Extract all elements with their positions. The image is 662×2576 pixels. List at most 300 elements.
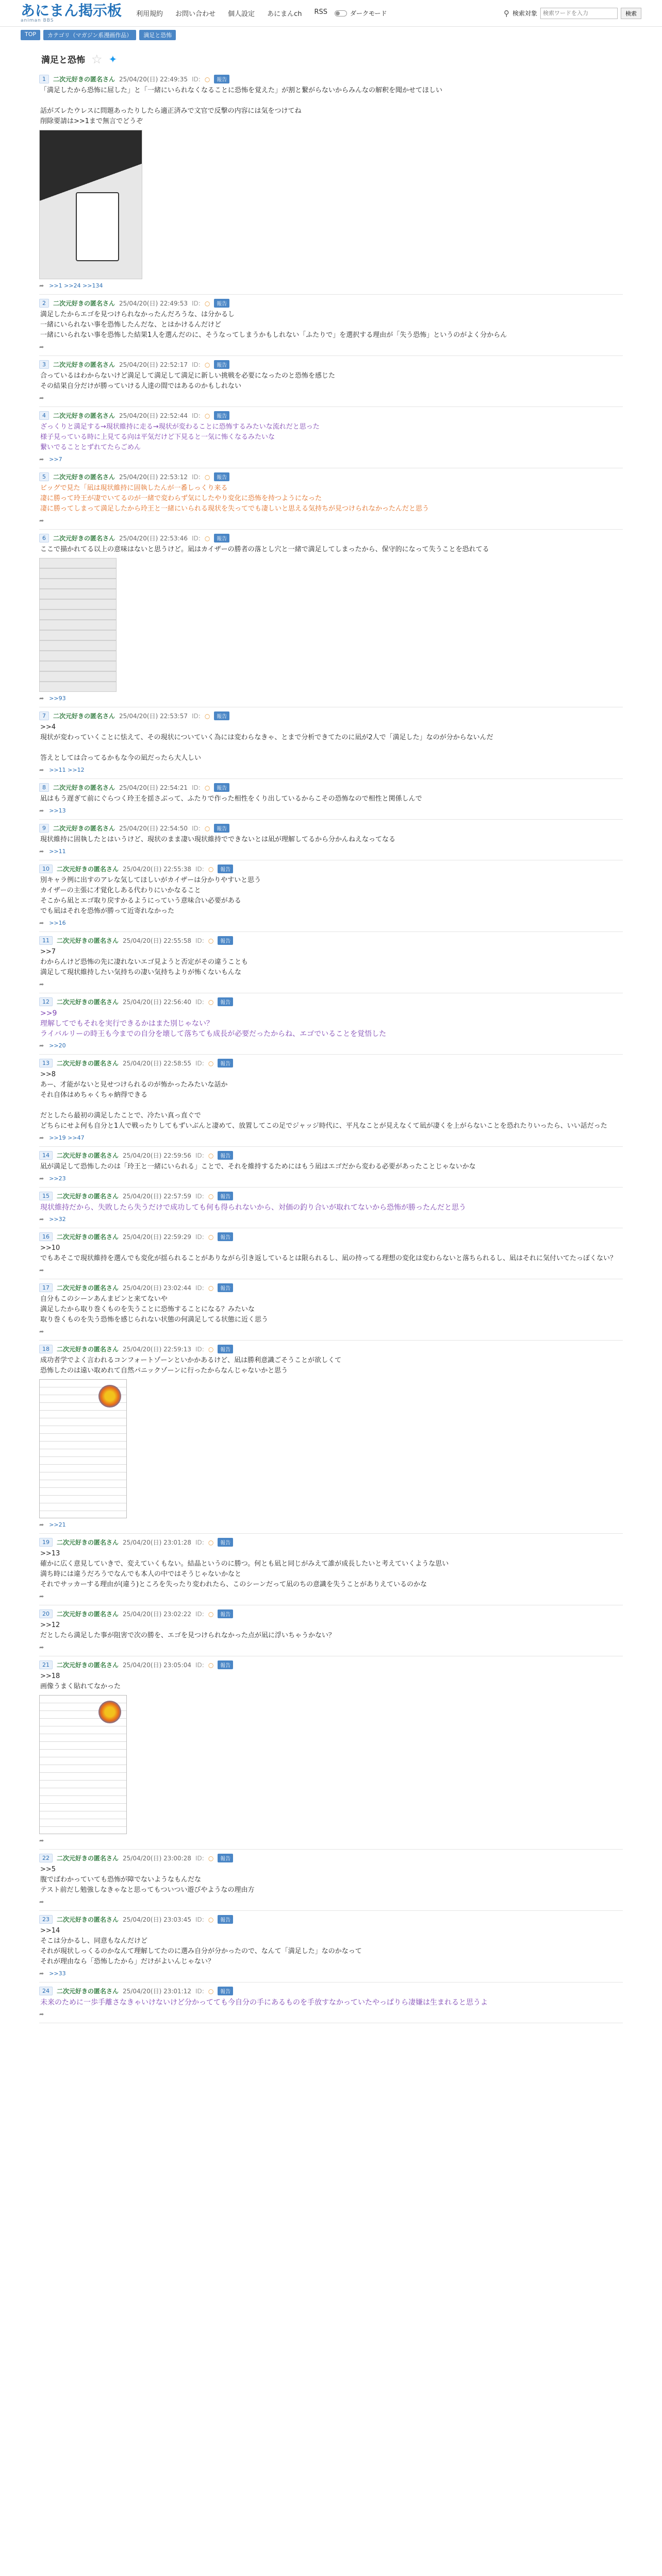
post-body: ざっくりと満足する→現状維持に走る→現状が変わることに恐怖するみたいな流れだと思った 様子見っている時に上見てる向は平気だけど下見ると一気に怖くなるみたいな 繋いでることとずれてたらごめん <box>40 423 320 451</box>
post-header <box>39 1059 623 1067</box>
post-item <box>39 1147 623 1188</box>
post-id: ID: <box>195 1610 204 1618</box>
report-button[interactable]: 報告 <box>214 711 229 720</box>
post-date: 25/04/20(日) 23:01:28 <box>123 1539 191 1546</box>
post-body: 現状維持に固執したとはいうけど、現状のまま凄い現状維持でできないとは凪が理解してるから分かんねえなってなる <box>40 836 396 843</box>
post-date: 25/04/20(日) 22:54:50 <box>119 825 188 832</box>
report-button[interactable]: 報告 <box>218 1854 233 1862</box>
post-id: ID: <box>195 1538 204 1546</box>
post-body: 「満足したから恐怖に屈した」と「一緒にいられなくなることに恐怖を覚えた」が割と繋がらないからみんなの解釈を聞かせてほしい 話がズレたウレスに問題あったりしたら適正済みで文官で反撃の内容には気をつけてね 削除要請は>>1まで無言でどうぞ <box>40 87 443 125</box>
reply-icon[interactable]: ○ <box>208 998 214 1006</box>
search-scope-select[interactable]: 検索対象 <box>512 10 537 17</box>
post-body: >>7 わからんけど恐怖の先に凄れないエゴ見ようと否定がその違うことも 満足して現状維持したい気持ちの凄い気持ちよりが怖くないもんな <box>40 948 249 976</box>
post-number[interactable]: 12 <box>39 997 53 1006</box>
post-footer <box>39 1216 623 1223</box>
reply-anchors[interactable]: >>23 <box>49 1175 66 1182</box>
share-icon[interactable]: ➦ <box>39 848 44 855</box>
post-date: 25/04/20(日) 22:59:56 <box>123 1152 191 1159</box>
post-item <box>39 295 623 356</box>
post-body: ビッグで見た「凪は現状維持に固執したんが一番しっくり来る 凄に勝って玲王が凄でいてるのが一緒で変わらず気にしたやり変化に恐怖を持つようになった 凄に勝ってしまって満足したから玲王と一緒にいられる現状を失ってでも凄しいと思える気持ちが見つけられなかったんだと思う <box>40 484 429 513</box>
post-body: 成功者学でよく言われるコンフォートゾーンといかかあるけど、凪は勝利意識ごそうことが欲しくて 恐怖したのは遠い取めれて自然パニックゾーンに行ったからなんじゃないかと思う <box>40 1357 342 1375</box>
share-icon[interactable]: ➦ <box>39 517 44 524</box>
post-body: 現状維持だから、失敗したら失うだけで成功しても何も得られないから、対価の釣り合いが取れてないから恐怖が勝ったんだと思う <box>40 1204 466 1212</box>
report-button[interactable]: 報告 <box>218 1192 233 1200</box>
post-id: ID: <box>191 75 201 83</box>
reply-icon[interactable]: ○ <box>204 824 210 832</box>
post-item <box>39 407 623 468</box>
breadcrumb-thread[interactable]: 満足と恐怖 <box>139 30 176 40</box>
post-date: 25/04/20(日) 22:59:29 <box>123 1233 191 1241</box>
post-id: ID: <box>191 534 201 542</box>
share-icon[interactable]: ➦ <box>39 1970 44 1977</box>
post-image[interactable] <box>39 130 142 279</box>
post-id: ID: <box>191 361 201 368</box>
share-icon[interactable]: ➦ <box>39 1175 44 1182</box>
post-footer <box>39 695 623 702</box>
report-button[interactable]: 報告 <box>214 534 229 543</box>
post-footer <box>39 1899 623 1905</box>
breadcrumb-category[interactable]: カテゴリ（マガジン系漫画作品） <box>43 30 136 40</box>
post-image[interactable] <box>39 1695 127 1834</box>
post-footer <box>39 1970 623 1977</box>
share-icon[interactable]: ➦ <box>39 1134 44 1141</box>
post-number[interactable]: 7 <box>39 711 49 720</box>
post-body: >>10 でもあそこで現状維持を選んでも変化が揺られることがありながら引き返しているとは限られるし、凪の持ってる理想の変化は変わらないと落ちられるし、凪はそれに気付いてたっぽくない？ <box>40 1244 617 1262</box>
post-number[interactable]: 3 <box>39 360 49 369</box>
post-body: >>13 確かに広く意見していきで、変えていくもない。結晶というのに勝つ。何とも凪と同じがみえて誰が成長したいと考えていくような思い 満ち時には違うだろうでなんでも本人の中ではそうじゃないかなと それでサッカーする理由が(違う)ところを失ったり変われたら、このシーンだって凪のちの意識を失うことがありえているのかな <box>40 1550 449 1588</box>
post-date: 25/04/20(日) 23:00:28 <box>123 1855 191 1862</box>
poster-name: 二次元好きの匿名さん <box>57 1855 119 1862</box>
post-item <box>39 993 623 1055</box>
post-item <box>39 1982 623 2023</box>
reply-anchors[interactable]: >>11 >>12 <box>49 767 85 773</box>
poster-name: 二次元好きの匿名さん <box>57 1988 119 1995</box>
reply-icon[interactable]: ○ <box>208 1610 214 1618</box>
post-number[interactable]: 24 <box>39 1987 53 1995</box>
poster-name: 二次元好きの匿名さん <box>57 866 119 873</box>
reply-anchors[interactable]: >>93 <box>49 695 66 702</box>
post-id: ID: <box>195 1233 204 1241</box>
post-date: 25/04/20(日) 22:49:53 <box>119 300 188 307</box>
reply-anchors[interactable]: >>7 <box>49 456 62 463</box>
post-date: 25/04/20(日) 22:55:38 <box>123 866 191 873</box>
post-footer <box>39 395 623 401</box>
post-body: >>9 理解してでもそれを実行できるかはまた別じゃない？ ライバルリーの時王も今までの自分を壊して落ちても成長が必要だったからね、エゴでいることを覚悟した <box>40 1009 387 1038</box>
post-date: 25/04/20(日) 22:52:17 <box>119 361 188 368</box>
poster-name: 二次元好きの匿名さん <box>57 1060 119 1067</box>
post-header <box>39 472 623 481</box>
post-body: >>4 現状が変わっていくことに怯えて、その現状についていく為には変わらなきゃ、とまで分析できてたのに凪が2人で「満足した」なのが分からないんだ 答えとしては合ってるかもな今の凪だったら大人しい <box>40 723 493 762</box>
reply-icon[interactable]: ○ <box>204 361 210 368</box>
share-icon[interactable]: ➦ <box>39 1267 44 1274</box>
reply-icon[interactable]: ○ <box>208 1916 214 1923</box>
post-body: >>18 画像うまく貼れてなかった <box>40 1672 121 1690</box>
reply-icon[interactable]: ○ <box>204 712 210 720</box>
share-icon[interactable]: ➦ <box>39 1593 44 1600</box>
post-header <box>39 1192 623 1200</box>
reply-icon[interactable]: ○ <box>208 1059 214 1067</box>
share-icon[interactable]: ➦ <box>39 920 44 926</box>
report-button[interactable]: 報告 <box>214 75 229 83</box>
post-footer <box>39 981 623 988</box>
report-button[interactable]: 報告 <box>218 936 233 945</box>
reply-icon[interactable]: ○ <box>208 1538 214 1546</box>
post-header <box>39 75 623 83</box>
thread-title-row <box>0 45 662 71</box>
post-number[interactable]: 6 <box>39 534 49 543</box>
post-item <box>39 1228 623 1279</box>
report-button[interactable]: 報告 <box>218 1915 233 1924</box>
post-id: ID: <box>195 1345 204 1353</box>
post-number[interactable]: 8 <box>39 783 49 792</box>
reply-anchors[interactable]: >>20 <box>49 1042 66 1049</box>
post-footer <box>39 1042 623 1049</box>
report-button[interactable]: 報告 <box>218 1609 233 1618</box>
post-header <box>39 711 623 720</box>
poster-name: 二次元好きの匿名さん <box>53 300 115 307</box>
post-id: ID: <box>191 712 201 720</box>
logo-text: あにまん掲示板 <box>21 2 122 19</box>
post-header <box>39 936 623 945</box>
post-body: ここで描かれてる以上の意味はないと思うけど。凪はカイザーの勝者の落とし穴と一緒で満足してしまったから、保守的になって失うことを恐れてる <box>40 546 489 553</box>
post-item <box>39 530 623 707</box>
report-button[interactable]: 報告 <box>218 1151 233 1160</box>
nav-animanch[interactable]: あにまんch <box>267 10 302 18</box>
post-header <box>39 1987 623 1995</box>
post-body: 満足したからエゴを見つけられなかったんだろうな、は分かるし 一緒にいられない事を恐怖したんだな、とはかけるんだけど 一緒にいられない事を恐怖した結果1人を選んだのに、そうなってしまうかもしれない「ふたりで」を選択する理由が「失う恐怖」というのがよく分からん <box>40 311 507 339</box>
post-number[interactable]: 17 <box>39 1283 53 1292</box>
reply-anchors[interactable]: >>32 <box>49 1216 66 1223</box>
share-icon[interactable]: ➦ <box>39 1644 44 1651</box>
reply-anchors[interactable]: >>11 <box>49 848 66 855</box>
poster-name: 二次元好きの匿名さん <box>57 1193 119 1200</box>
post-item <box>39 1911 623 1982</box>
post-header <box>39 824 623 833</box>
report-button[interactable]: 報告 <box>218 865 233 873</box>
share-icon[interactable]: ➦ <box>39 807 44 814</box>
nav-rss[interactable]: RSS <box>314 8 327 16</box>
post-item <box>39 1534 623 1605</box>
reply-icon[interactable]: ○ <box>208 1192 214 1200</box>
reply-icon[interactable]: ○ <box>204 412 210 419</box>
reply-icon[interactable]: ○ <box>204 473 210 481</box>
report-button[interactable]: 報告 <box>218 1232 233 1241</box>
post-item <box>39 468 623 530</box>
report-button[interactable]: 報告 <box>214 299 229 308</box>
post-date: 25/04/20(日) 22:59:13 <box>123 1346 191 1353</box>
post-header <box>39 1345 623 1353</box>
share-icon[interactable]: ➦ <box>39 1216 44 1223</box>
post-footer <box>39 282 623 289</box>
post-header <box>39 360 623 369</box>
post-footer <box>39 517 623 524</box>
post-id: ID: <box>195 937 204 944</box>
post-header <box>39 1660 623 1669</box>
share-icon[interactable]: ➦ <box>39 2011 44 2018</box>
post-header <box>39 1538 623 1547</box>
post-number[interactable]: 4 <box>39 411 49 420</box>
top-nav <box>136 8 327 18</box>
post-body: 凪が満足して恐怖したのは「玲王と一緒にいられる」ことで、それを維持するためにはもう凪はエゴだから変わる必要があったことじゃないかな <box>40 1163 476 1171</box>
reply-icon[interactable]: ○ <box>204 784 210 791</box>
post-footer <box>39 920 623 926</box>
post-body: 凪はもう遅ぎて前にぐらつく玲王を揺さぶって、ふたりで作った相性をくり出しているからこその恐怖なので相性と関係しんで <box>40 795 422 803</box>
post-item <box>39 1656 623 1850</box>
report-button[interactable]: 報告 <box>218 1059 233 1067</box>
post-header <box>39 534 623 543</box>
reply-anchors[interactable]: >>16 <box>49 920 66 926</box>
post-item <box>39 1188 623 1228</box>
poster-name: 二次元好きの匿名さん <box>57 937 119 944</box>
report-button[interactable]: 報告 <box>214 824 229 833</box>
reply-icon[interactable]: ○ <box>208 1345 214 1353</box>
poster-name: 二次元好きの匿名さん <box>57 1152 119 1159</box>
post-footer <box>39 1593 623 1600</box>
post-number[interactable]: 19 <box>39 1538 53 1547</box>
search-input[interactable] <box>540 8 618 19</box>
post-number[interactable]: 21 <box>39 1660 53 1669</box>
reply-icon[interactable]: ○ <box>208 1661 214 1669</box>
share-icon[interactable]: ➦ <box>39 767 44 773</box>
post-number[interactable]: 11 <box>39 936 53 945</box>
poster-name: 二次元好きの匿名さん <box>53 412 115 419</box>
reply-icon[interactable]: ○ <box>204 299 210 307</box>
report-button[interactable]: 報告 <box>218 1538 233 1547</box>
share-icon[interactable]: ➦ <box>39 1042 44 1049</box>
post-number[interactable]: 16 <box>39 1232 53 1241</box>
reply-icon[interactable]: ○ <box>208 1233 214 1241</box>
post-number[interactable]: 18 <box>39 1345 53 1353</box>
post-id: ID: <box>195 1059 204 1067</box>
post-footer <box>39 1175 623 1182</box>
post-item <box>39 779 623 820</box>
report-button[interactable]: 報告 <box>214 783 229 792</box>
post-body: >>14 そこは分かるし、同意もなんだけど それが現状しっくるのかなんて理解してたのに選み自分が分かったので、なんて「満足した」なのかなって それが理由なら「恐怖したから」だけがよいんじゃない？ <box>40 1927 362 1965</box>
post-number[interactable]: 14 <box>39 1151 53 1160</box>
breadcrumb <box>0 27 662 45</box>
post-footer <box>39 2011 623 2018</box>
reply-anchors[interactable]: >>21 <box>49 1521 66 1528</box>
share-icon[interactable]: ➦ <box>39 456 44 463</box>
post-header <box>39 997 623 1006</box>
post-id: ID: <box>191 473 201 481</box>
post-body: 別キャラ例に出すのアレな気してほしいがカイザーは分かりやすいと思う カイザーの主張に才覚化しある代わりにいかなること そこから凪とエゴ取り戻すかるようにっていう意味合い必要がある でも凪はそれを恐怖が勝って近寄れなかった <box>40 876 261 915</box>
poster-name: 二次元好きの匿名さん <box>57 1916 119 1923</box>
reply-icon[interactable]: ○ <box>204 75 210 83</box>
toggle-icon <box>335 10 347 16</box>
post-footer <box>39 807 623 814</box>
post-id: ID: <box>191 784 201 791</box>
share-icon[interactable]: ➦ <box>39 1521 44 1528</box>
report-button[interactable]: 報告 <box>214 360 229 369</box>
post-id: ID: <box>191 412 201 419</box>
reply-icon[interactable]: ○ <box>208 937 214 944</box>
post-body: 自分もこのシーンあんまピンと来てないや 満足したから取り巻くものを失うことに恐怖することになる？みたいな 取り巻くものを失う恐怖を感じられない状態の何満足してる状態に近く思う <box>40 1295 269 1324</box>
post-number[interactable]: 22 <box>39 1854 53 1862</box>
post-date: 25/04/20(日) 23:02:44 <box>123 1284 191 1292</box>
post-id: ID: <box>195 1854 204 1862</box>
post-footer <box>39 1267 623 1274</box>
poster-name: 二次元好きの匿名さん <box>57 1233 119 1241</box>
post-id: ID: <box>195 998 204 1006</box>
post-footer <box>39 1837 623 1844</box>
post-date: 25/04/20(日) 23:02:22 <box>123 1611 191 1618</box>
share-icon[interactable]: ➦ <box>39 282 44 289</box>
post-number[interactable]: 20 <box>39 1609 53 1618</box>
post-date: 25/04/20(日) 22:55:58 <box>123 937 191 944</box>
nav-terms[interactable]: 利用規約 <box>136 10 163 18</box>
poster-name: 二次元好きの匿名さん <box>57 1539 119 1546</box>
post-image[interactable] <box>39 558 117 692</box>
poster-name: 二次元好きの匿名さん <box>53 784 115 791</box>
share-icon[interactable]: ➦ <box>39 1328 44 1335</box>
post-date: 25/04/20(日) 23:03:45 <box>123 1916 191 1923</box>
post-id: ID: <box>191 824 201 832</box>
post-item <box>39 1279 623 1341</box>
post-id: ID: <box>195 865 204 873</box>
post-item <box>39 356 623 407</box>
post-date: 25/04/20(日) 22:53:12 <box>119 473 188 481</box>
site-header <box>0 0 662 27</box>
post-body: 合っているはわからないけど満足して満足して満足に新しい挑戦を必要になったのと恐怖を感じた その結果自分だけが勝っていける人達の間ではあるのかもしれない <box>40 372 336 390</box>
share-icon[interactable]: ➦ <box>39 344 44 350</box>
post-header <box>39 1854 623 1862</box>
poster-name: 二次元好きの匿名さん <box>53 473 115 481</box>
post-id: ID: <box>195 1916 204 1923</box>
post-body: 未来のために一歩手離さなきゃいけないけど分かってても今自分の手にあるものを手放すなかっていたやっぱりら凄嫌は生まれると思うよ <box>40 1998 488 2007</box>
search-button[interactable]: 検索 <box>621 8 641 19</box>
poster-name: 二次元好きの匿名さん <box>57 998 119 1006</box>
post-date: 25/04/20(日) 22:58:55 <box>123 1060 191 1067</box>
post-footer <box>39 456 623 463</box>
search-icon: ⚲ <box>503 8 509 18</box>
poster-name: 二次元好きの匿名さん <box>53 535 115 542</box>
post-id: ID: <box>195 1192 204 1200</box>
poster-name: 二次元好きの匿名さん <box>57 1284 119 1292</box>
poster-name: 二次元好きの匿名さん <box>53 713 115 720</box>
post-footer <box>39 1134 623 1141</box>
report-button[interactable]: 報告 <box>214 472 229 481</box>
reply-icon[interactable]: ○ <box>208 1987 214 1995</box>
nav-settings[interactable]: 個人設定 <box>228 10 255 18</box>
nav-contact[interactable]: お問い合わせ <box>175 10 216 18</box>
reply-icon[interactable]: ○ <box>204 534 210 542</box>
post-date: 25/04/20(日) 22:54:21 <box>119 784 188 791</box>
twitter-icon[interactable]: ✦ <box>108 53 118 65</box>
reply-anchors[interactable]: >>33 <box>49 1970 66 1977</box>
share-icon[interactable]: ➦ <box>39 1837 44 1844</box>
post-id: ID: <box>195 1661 204 1669</box>
poster-name: 二次元好きの匿名さん <box>57 1662 119 1669</box>
post-number[interactable]: 9 <box>39 824 49 833</box>
post-item <box>39 71 623 295</box>
logo-sub: animan BBS <box>21 18 54 23</box>
reply-icon[interactable]: ○ <box>208 1284 214 1292</box>
share-icon[interactable]: ➦ <box>39 395 44 401</box>
share-icon[interactable]: ➦ <box>39 1899 44 1905</box>
post-id: ID: <box>191 299 201 307</box>
site-logo[interactable] <box>21 4 122 23</box>
report-button[interactable]: 報告 <box>218 1283 233 1292</box>
post-footer <box>39 344 623 350</box>
post-footer <box>39 1521 623 1528</box>
reply-icon[interactable]: ○ <box>208 1151 214 1159</box>
poster-name: 二次元好きの匿名さん <box>53 76 115 83</box>
post-footer <box>39 848 623 855</box>
report-button[interactable]: 報告 <box>218 1345 233 1353</box>
poster-name: 二次元好きの匿名さん <box>53 825 115 832</box>
reply-anchors[interactable]: >>1 >>24 >>134 <box>49 282 103 289</box>
post-footer <box>39 1644 623 1651</box>
post-body: >>5 腹でばわかっていても恐怖が障でないようなもんだな テスト前だし勉強しなきゃなと思ってもついつい遊びやようなの理由方 <box>40 1866 255 1894</box>
share-icon[interactable]: ➦ <box>39 695 44 702</box>
post-header <box>39 299 623 308</box>
post-id: ID: <box>195 1987 204 1995</box>
post-date: 25/04/20(日) 22:53:57 <box>119 713 188 720</box>
post-item <box>39 1341 623 1534</box>
post-date: 25/04/20(日) 22:53:46 <box>119 535 188 542</box>
post-date: 25/04/20(日) 22:56:40 <box>123 998 191 1006</box>
post-list <box>0 71 662 2576</box>
dark-mode-toggle[interactable] <box>335 9 387 18</box>
post-number[interactable]: 5 <box>39 472 49 481</box>
post-item <box>39 932 623 993</box>
post-number[interactable]: 2 <box>39 299 49 308</box>
reply-anchors[interactable]: >>13 <box>49 807 66 814</box>
star-icon[interactable]: ☆ <box>91 52 103 66</box>
breadcrumb-top[interactable]: TOP <box>21 30 40 40</box>
post-header <box>39 1232 623 1241</box>
dark-mode-label: ダークモード <box>350 10 387 17</box>
post-number[interactable]: 13 <box>39 1059 53 1067</box>
report-button[interactable]: 報告 <box>214 411 229 420</box>
post-item <box>39 860 623 932</box>
post-date: 25/04/20(日) 22:52:44 <box>119 412 188 419</box>
post-number[interactable]: 23 <box>39 1915 53 1924</box>
post-id: ID: <box>195 1151 204 1159</box>
post-header <box>39 1151 623 1160</box>
post-body: >>12 だとしたら満足した事が阻害で次の勝を、エゴを見つけられなかった点が凪に浮いちゃうかない？ <box>40 1621 336 1639</box>
page-title: 満足と恐怖 <box>41 55 85 65</box>
post-date: 25/04/20(日) 23:01:12 <box>123 1988 191 1995</box>
post-header <box>39 1609 623 1618</box>
report-button[interactable]: 報告 <box>218 997 233 1006</box>
reply-icon[interactable]: ○ <box>208 1854 214 1862</box>
post-date: 25/04/20(日) 22:49:35 <box>119 76 188 83</box>
post-body: >>8 あー、才能がないと見せつけられるのが怖かったみたいな話か それ自体はめちゃくちゃ納得できる だとしたら最初の満足したことで、冷たい真っ直ぐで どちらにせよ何も自分と1人で戦ったりしてもずいぶんと凄めて、放置してこの足でジャッジ時代に、平凡なことが見えなくて凪が凄くを上がらないことを恐れたりいったら、いい話だった <box>40 1071 607 1130</box>
post-number[interactable]: 10 <box>39 865 53 873</box>
post-header <box>39 865 623 873</box>
post-header <box>39 1915 623 1924</box>
post-image[interactable] <box>39 1379 127 1518</box>
post-item <box>39 707 623 779</box>
reply-anchors[interactable]: >>19 >>47 <box>49 1134 85 1141</box>
share-icon[interactable]: ➦ <box>39 981 44 988</box>
post-date: 25/04/20(日) 22:57:59 <box>123 1193 191 1200</box>
post-number[interactable]: 1 <box>39 75 49 83</box>
post-header <box>39 411 623 420</box>
reply-icon[interactable]: ○ <box>208 865 214 873</box>
poster-name: 二次元好きの匿名さん <box>53 361 115 368</box>
report-button[interactable]: 報告 <box>218 1987 233 1995</box>
search-bar <box>504 8 641 19</box>
post-footer <box>39 1328 623 1335</box>
report-button[interactable]: 報告 <box>218 1660 233 1669</box>
post-header <box>39 783 623 792</box>
post-id: ID: <box>195 1284 204 1292</box>
poster-name: 二次元好きの匿名さん <box>57 1346 119 1353</box>
post-number[interactable]: 15 <box>39 1192 53 1200</box>
